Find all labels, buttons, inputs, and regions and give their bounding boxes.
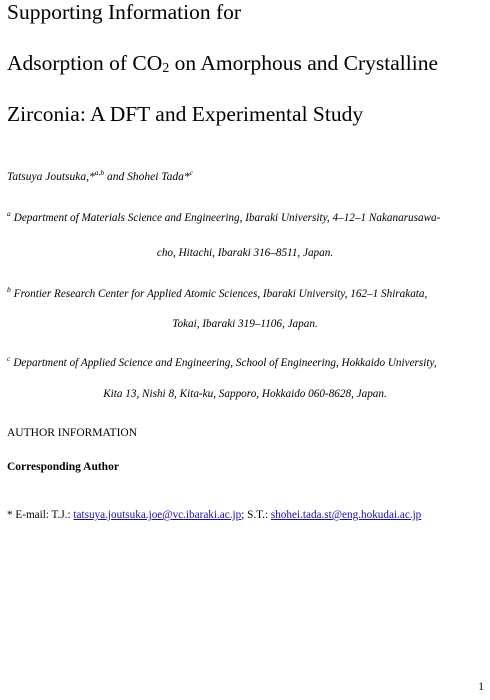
title-line-2-start: Adsorption of CO [7, 51, 163, 75]
affiliation-a-line-1 [7, 211, 440, 225]
affiliation-a-text-1: Department of Materials Science and Engineering, Ibaraki University, 4–12–1 Nakanarusawa- [13, 212, 441, 224]
affiliation-a-line-2: cho, Hitachi, Ibaraki 316–8511, Japan. [156, 247, 334, 259]
corresponding-author-heading: Corresponding Author [7, 461, 119, 473]
page-number: 1 [478, 681, 484, 693]
email-separator: ; S.T.: [241, 509, 271, 521]
author-list [7, 168, 193, 183]
affiliation-b-text-1: Frontier Research Center for Applied Atomic Sciences, Ibaraki University, 162–1 Shirakata, [13, 288, 428, 300]
email-prefix: * E-mail: T.J.: [7, 509, 74, 521]
affiliation-a-mark: a [7, 209, 11, 218]
email-link-tj[interactable]: tatsuya.joutsuka.joe@vc.ibaraki.ac.jp [73, 509, 242, 521]
author-joiner: and Shohei Tada* [104, 171, 190, 183]
author-information-heading: AUTHOR INFORMATION [7, 427, 138, 439]
title-line-2-end: on Amorphous and Crystalline [169, 51, 439, 75]
title-line-2 [7, 51, 438, 75]
affiliation-c-line-2: Kita 13, Nishi 8, Kita-ku, Sapporo, Hokkaido 060-8628, Japan. [103, 388, 387, 400]
author-2-affil-marks: c [189, 168, 193, 177]
affiliation-b-line-1 [7, 287, 427, 301]
author-1-affil-marks: a,b [94, 168, 105, 177]
affiliation-c-line-1 [7, 356, 437, 370]
email-link-st[interactable]: shohei.tada.st@eng.hokudai.ac.jp [270, 509, 422, 521]
email-line [7, 509, 421, 521]
affiliation-b-line-2: Tokai, Ibaraki 319–1106, Japan. [172, 318, 318, 330]
affiliation-c-mark: c [7, 354, 11, 363]
co2-subscript: 2 [162, 61, 170, 76]
affiliation-c-text-1: Department of Applied Science and Engineering, School of Engineering, Hokkaido University, [13, 357, 437, 369]
title-line-3: Zirconia: A DFT and Experimental Study [7, 102, 364, 126]
affiliation-b-mark: b [7, 285, 11, 294]
author-1-name: Tatsuya Joutsuka,* [7, 171, 95, 183]
title-line-1: Supporting Information for [7, 0, 242, 24]
